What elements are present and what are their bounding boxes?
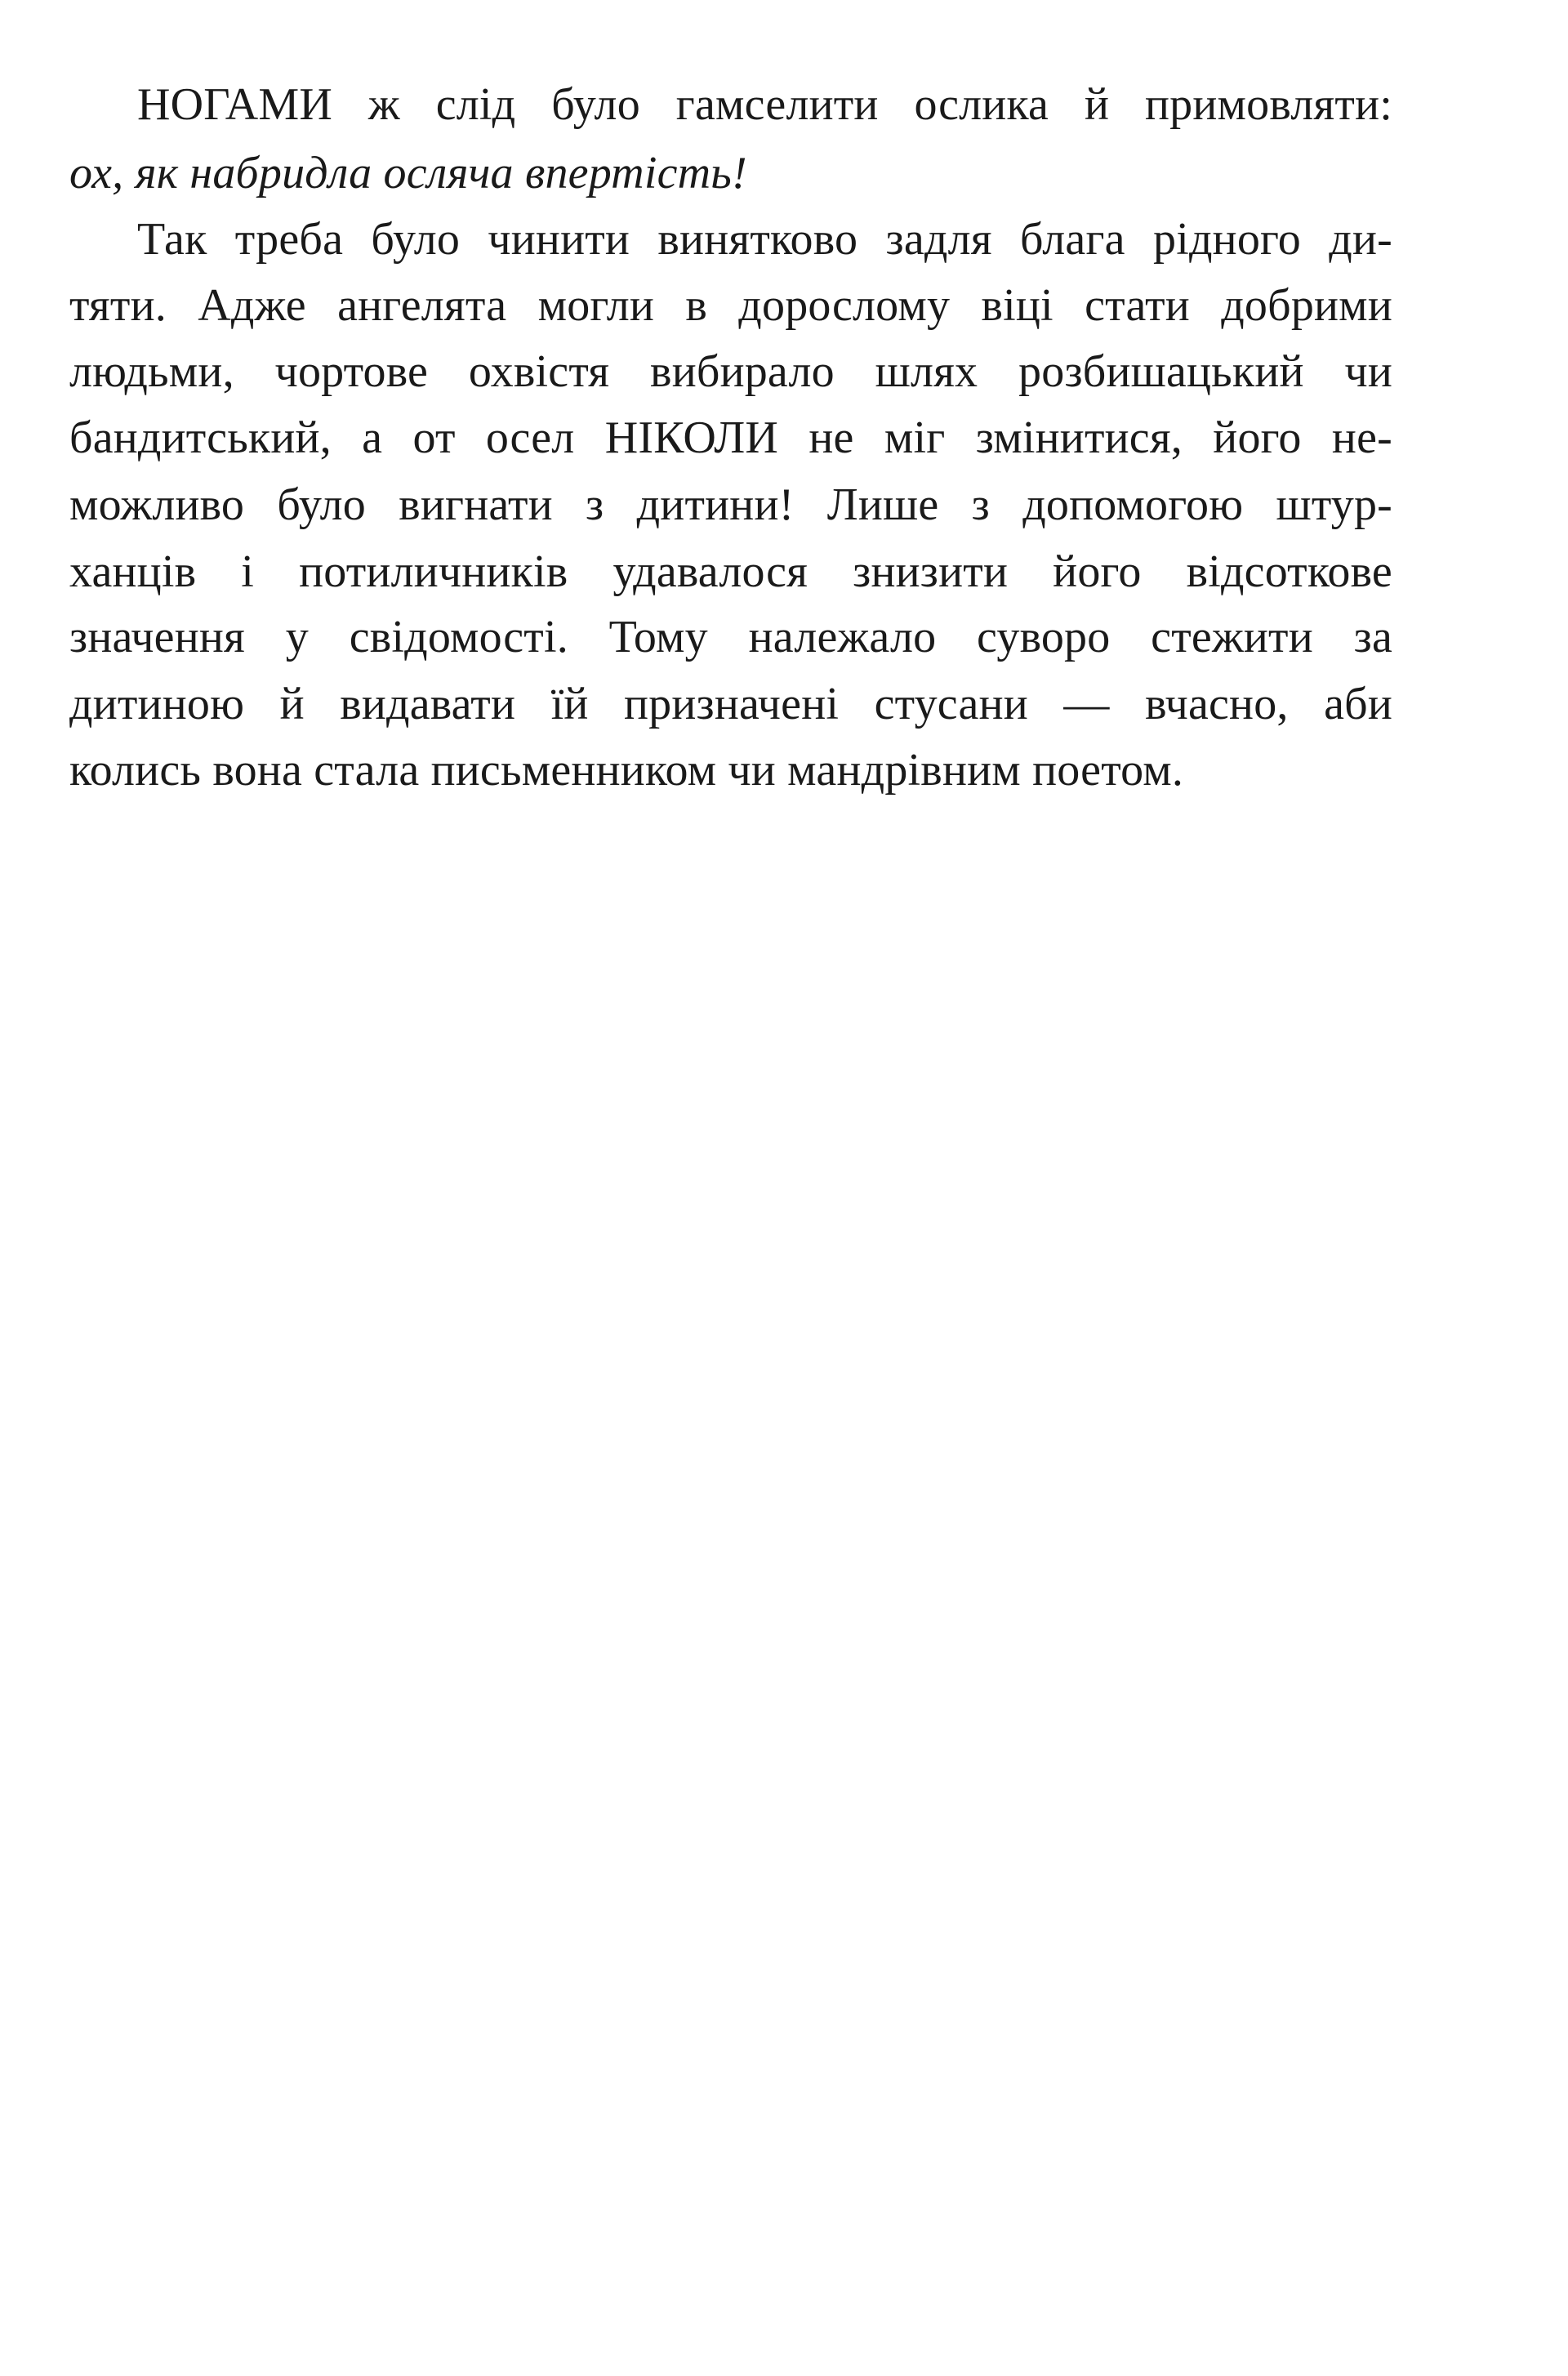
text-line: бандитський, а от осел НІКОЛИ не міг змінитися, його не- [69, 412, 1392, 463]
text-line: дитиною й видавати їй призначені стусани — вчасно, аби [69, 679, 1392, 729]
text-line: значення у свідомості. Тому належало суворо стежити за [69, 612, 1392, 662]
italic-exclamation-line: ох, як набридла осляча впертість! [69, 148, 747, 198]
text-line: можливо було вигнати з дитини! Лише з допомогою штур- [69, 479, 1392, 530]
text-line: НОГАМИ ж слід було гамселити ослика й примовляти: [137, 79, 1392, 130]
text-line: колись вона стала письменником чи мандрівним поетом. [69, 745, 1184, 796]
text-line: людьми, чортове охвістя вибирало шлях розбишацький чи [69, 346, 1392, 397]
text-line: тяти. Адже ангелята могли в дорослому віці стати добрими [69, 280, 1392, 331]
text-line: Так треба було чинити винятково задля блага рідного ди- [137, 214, 1392, 265]
text-line: ханців і потиличників удавалося знизити його відсоткове [69, 546, 1392, 597]
